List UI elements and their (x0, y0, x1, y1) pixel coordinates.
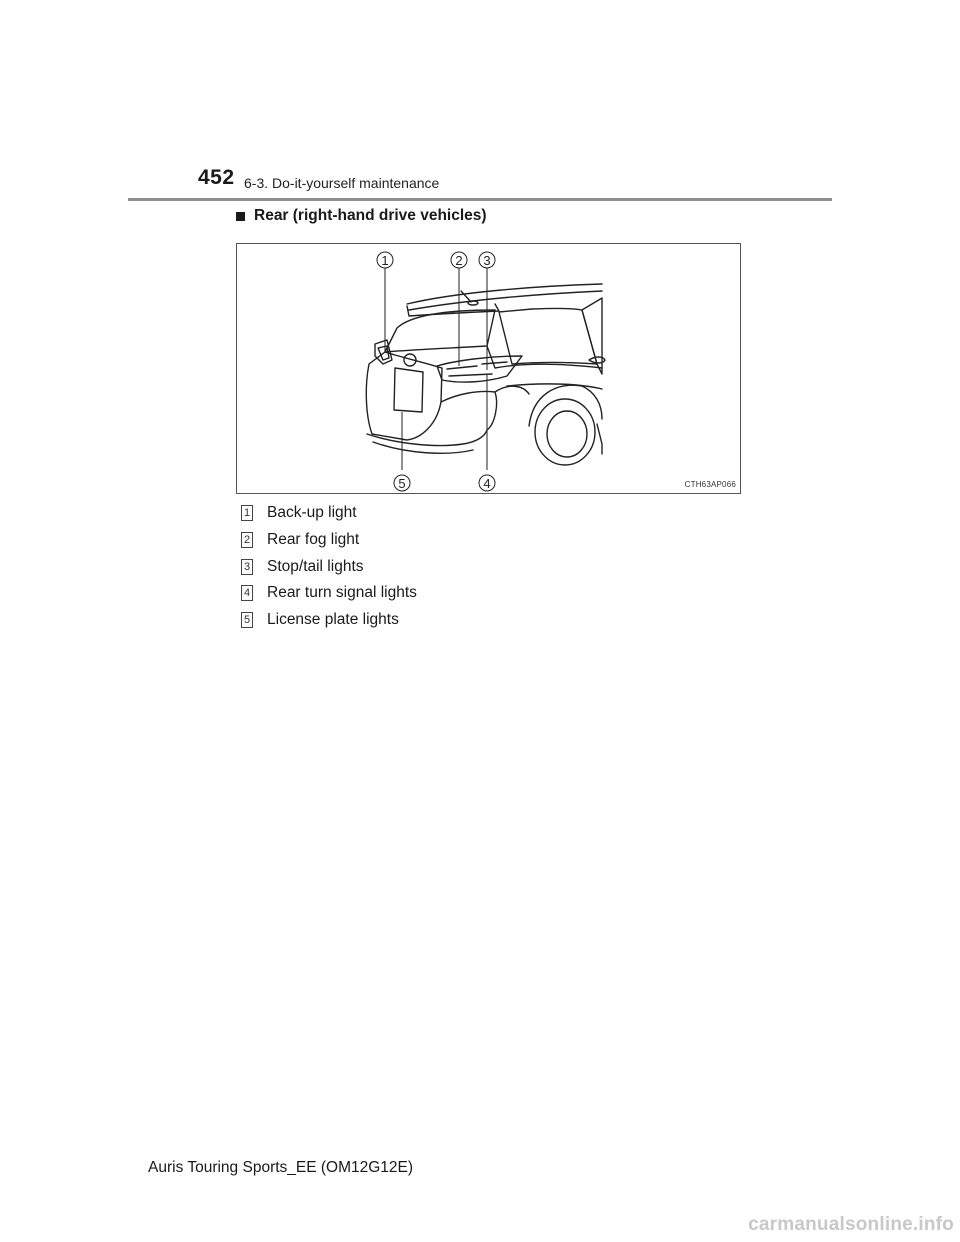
callout-1-label: 1 (381, 253, 389, 268)
legend-list (241, 500, 417, 633)
license-plate-recess (394, 368, 423, 412)
header-divider (128, 198, 832, 201)
wheel-arch (529, 385, 602, 426)
callout-1 (377, 252, 393, 268)
car-rear-drawing (237, 244, 742, 495)
figure-code: CTH63AP066 (684, 480, 736, 489)
footer-manual-title: Auris Touring Sports_EE (OM12G12E) (148, 1159, 414, 1176)
legend-item (241, 500, 417, 527)
callout-3 (479, 252, 495, 268)
legend-label: Rear turn signal lights (267, 584, 417, 602)
rear-wheel (535, 399, 595, 465)
legend-number-badge: 5 (241, 612, 253, 628)
subheading-text: Rear (right-hand drive vehicles) (254, 207, 487, 224)
legend-item (241, 527, 417, 554)
section-title: 6-3. Do-it-yourself maintenance (244, 175, 440, 191)
right-tail-light-detail (447, 362, 507, 376)
legend-label: Rear fog light (267, 531, 360, 549)
legend-label: Back-up light (267, 504, 357, 522)
rear-wheel-rim (547, 411, 587, 457)
quarter-panel (441, 391, 497, 430)
legend-item (241, 607, 417, 634)
rear-window (385, 310, 495, 352)
callout-2-label: 2 (455, 253, 463, 268)
roof-edge (409, 291, 602, 310)
antenna (461, 291, 471, 302)
legend-item (241, 580, 417, 607)
page-number: 452 (198, 166, 235, 189)
watermark: carmanualsonline.info (748, 1214, 954, 1235)
rear-bumper (367, 430, 487, 446)
callout-3-label: 3 (483, 253, 491, 268)
subheading (236, 207, 487, 225)
antenna-base (468, 301, 478, 305)
legend-number-badge: 2 (241, 532, 253, 548)
legend-label: License plate lights (267, 611, 399, 629)
legend-number-badge: 1 (241, 505, 253, 521)
body-bottom (597, 424, 602, 454)
legend-item (241, 553, 417, 580)
bumper-lower (373, 442, 473, 453)
legend-number-badge: 3 (241, 559, 253, 575)
roof-line (407, 284, 602, 304)
callout-2 (451, 252, 467, 268)
legend-label: Stop/tail lights (267, 557, 364, 575)
car-rear-illustration (236, 243, 741, 494)
callout-4-label: 4 (483, 476, 491, 491)
callout-4 (479, 475, 495, 491)
tailgate (366, 352, 442, 440)
legend-number-badge: 4 (241, 585, 253, 601)
callout-5-label: 5 (398, 476, 406, 491)
body-curve (495, 386, 529, 394)
square-bullet-icon (236, 212, 245, 221)
callout-5 (394, 475, 410, 491)
